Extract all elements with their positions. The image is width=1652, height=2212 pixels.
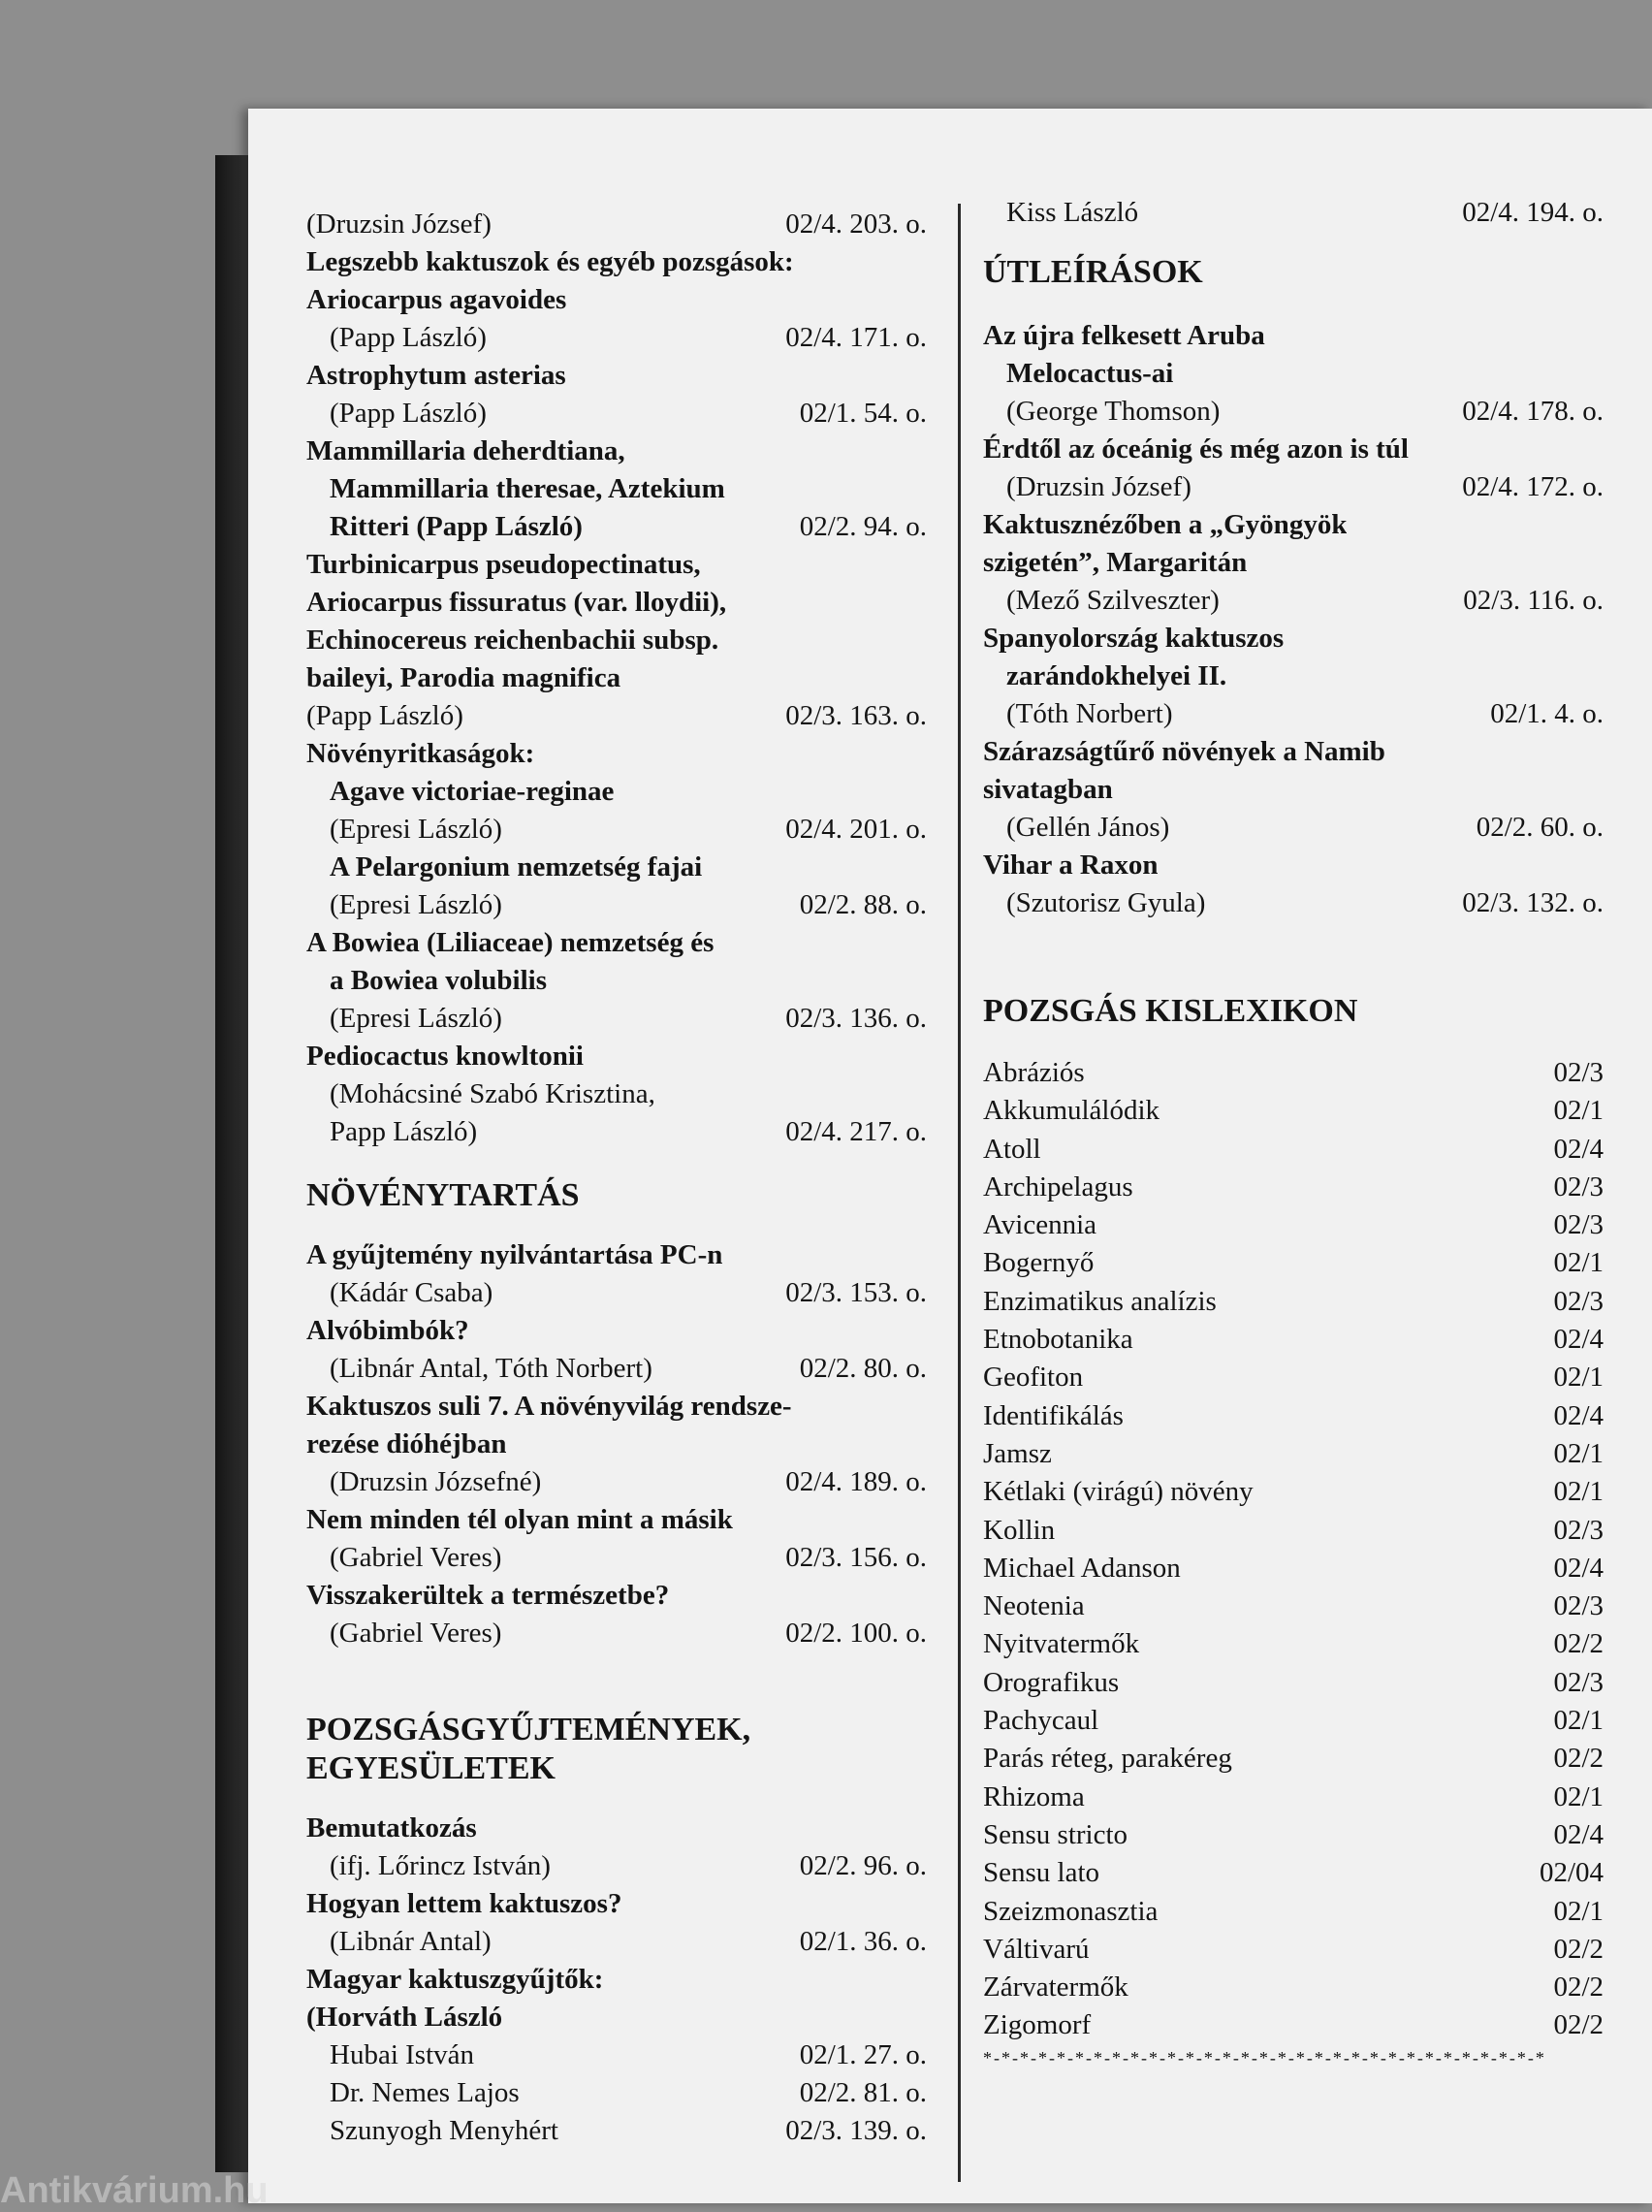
- lexicon-term: Rhizoma: [983, 1780, 1085, 1812]
- entry-text: Ritteri (Papp László): [330, 511, 583, 542]
- lexicon-ref: 02/2: [1553, 1972, 1604, 2004]
- lexicon-term: Kollin: [983, 1514, 1056, 1546]
- lexicon-term: Michael Adanson: [983, 1552, 1181, 1584]
- entry-ref: 02/2. 80. o.: [799, 1353, 927, 1384]
- entry-text: A Bowiea (Liliaceae) nemzetség és: [306, 927, 715, 958]
- entry-text: (George Thomson): [1006, 396, 1221, 427]
- entry-text: Növényritkaságok:: [306, 738, 535, 769]
- column-divider: [958, 204, 961, 2182]
- entry-ref: 02/1. 27. o.: [799, 2039, 927, 2070]
- lexicon-item: [983, 1702, 1604, 1740]
- lexicon-item: [983, 1931, 1604, 1969]
- section-heading-travel: ÚTLEÍRÁSOK: [983, 254, 1203, 290]
- lexicon-item: [983, 1397, 1604, 1435]
- lexicon-ref: 02/4: [1553, 1818, 1604, 1850]
- entry-ref: 02/4. 217. o.: [785, 1116, 927, 1147]
- index-line: [306, 1577, 927, 1615]
- lexicon-term: Geofiton: [983, 1362, 1084, 1394]
- lexicon-item: [983, 1359, 1604, 1396]
- index-line: [306, 1075, 927, 1113]
- entry-text: Legszebb kaktuszok és egyéb pozsgások:: [306, 246, 794, 277]
- entry-text: A gyűjtemény nyilvántartása PC-n: [306, 1239, 723, 1270]
- lexicon-term: Identifikálás: [983, 1399, 1124, 1431]
- entry-ref: 02/2. 60. o.: [1476, 812, 1604, 843]
- index-line: [306, 1426, 927, 1463]
- lexicon-item: [983, 1893, 1604, 1931]
- lexicon-term: Parás réteg, parakéreg: [983, 1743, 1232, 1775]
- lexicon-term: Atoll: [983, 1133, 1041, 1165]
- lexicon-list: [983, 1054, 1604, 2045]
- index-line: [306, 1000, 927, 1038]
- entry-text: (Druzsin József): [306, 208, 492, 240]
- lexicon-term: Zárvatermők: [983, 1972, 1128, 2004]
- index-line: [306, 470, 927, 508]
- index-line: [306, 1999, 927, 2036]
- lexicon-ref: 02/3: [1553, 1209, 1604, 1241]
- index-line: [306, 2074, 927, 2112]
- entry-text: (Mező Szilveszter): [1006, 585, 1220, 616]
- index-line: [306, 924, 927, 962]
- lexicon-term: Sensu stricto: [983, 1818, 1128, 1850]
- right-column: [983, 194, 1604, 2070]
- lexicon-term: Jamsz: [983, 1437, 1052, 1469]
- index-line: [306, 1388, 927, 1426]
- index-line: [306, 1236, 927, 1274]
- entry-text: Visszakerültek a természetbe?: [306, 1580, 670, 1611]
- travel-line: [983, 884, 1604, 922]
- entry-text: Kaktuszos suli 7. A növényvilág rendsze-: [306, 1391, 792, 1422]
- entry-ref: 02/4. 203. o.: [785, 208, 927, 240]
- lexicon-item: [983, 1779, 1604, 1816]
- entry-text: Szunyogh Menyhért: [330, 2115, 558, 2146]
- index-line: [306, 1539, 927, 1577]
- travel-line: [983, 431, 1604, 468]
- lexicon-term: Kétlaki (virágú) növény: [983, 1476, 1254, 1508]
- entry-text: (Gabriel Veres): [330, 1542, 502, 1573]
- lexicon-ref: 02/1: [1553, 1780, 1604, 1812]
- lexicon-ref: 02/3: [1553, 1590, 1604, 1622]
- entry-text: Ariocarpus agavoides: [306, 284, 567, 315]
- travel-line: [983, 506, 1604, 544]
- entry-ref: 02/3. 153. o.: [785, 1277, 927, 1308]
- travel-line: [983, 355, 1604, 393]
- entry-text: (Druzsin József): [1006, 471, 1191, 502]
- entry-text: (Druzsin Józsefné): [330, 1466, 542, 1497]
- entry-text: (Szutorisz Gyula): [1006, 887, 1206, 918]
- entry-ref: 02/2. 96. o.: [799, 1850, 927, 1881]
- lexicon-item: [983, 1512, 1604, 1550]
- entry-text: Spanyolország kaktuszos: [983, 623, 1285, 654]
- entry-text: Alvóbimbók?: [306, 1315, 469, 1346]
- star-separator: *-*-*-*-*-*-*-*-*-*-*-*-*-*-*-*-*-*-*-*-*-*-*-*-*-*-*-*-*-*-*: [983, 2047, 1546, 2068]
- entry-ref: 02/1. 54. o.: [799, 398, 927, 429]
- lexicon-ref: 02/2: [1553, 1628, 1604, 1660]
- lexicon-ref: 02/1: [1553, 1247, 1604, 1279]
- lexicon-item: [983, 1283, 1604, 1321]
- entry-text: Turbinicarpus pseudopectinatus,: [306, 549, 701, 580]
- watermark: Antikvárium.hu: [0, 2170, 269, 2211]
- entry-ref: 02/1. 36. o.: [799, 1926, 927, 1957]
- index-line: [306, 886, 927, 924]
- top-entry: [983, 194, 1604, 232]
- lexicon-item: [983, 1587, 1604, 1625]
- entry-text: (Papp László): [330, 398, 487, 429]
- index-line: [306, 1501, 927, 1539]
- entry-text: (Libnár Antal, Tóth Norbert): [330, 1353, 652, 1384]
- lexicon-term: Enzimatikus analízis: [983, 1285, 1217, 1317]
- index-line: [306, 433, 927, 470]
- entry-text: sivatagban: [983, 774, 1113, 805]
- lexicon-item: [983, 1816, 1604, 1854]
- travel-line: [983, 771, 1604, 809]
- entry-text: Az újra felkesett Aruba: [983, 320, 1265, 351]
- lexicon-ref: 02/3: [1553, 1666, 1604, 1698]
- entry-text: (Gellén János): [1006, 812, 1170, 843]
- lexicon-item: [983, 1664, 1604, 1702]
- entry-text: Echinocereus reichenbachii subsp.: [306, 625, 719, 656]
- left-column: [306, 206, 927, 2150]
- entry-text: baileyi, Parodia magnifica: [306, 662, 621, 693]
- entry-ref: 02/1. 4. o.: [1490, 698, 1604, 729]
- index-line: [306, 622, 927, 659]
- index-line: [306, 584, 927, 622]
- section-heading: POZSGÁSGYŰJTEMÉNYEK,: [306, 1712, 751, 1747]
- lexicon-term: Nyitvatermők: [983, 1628, 1140, 1660]
- index-line: [306, 962, 927, 1000]
- index-line: [306, 395, 927, 433]
- entry-ref: 02/2. 81. o.: [799, 2077, 927, 2108]
- lexicon-item: [983, 1244, 1604, 1282]
- index-line: [306, 735, 927, 773]
- lexicon-item: [983, 1435, 1604, 1473]
- lexicon-term: Avicennia: [983, 1209, 1097, 1241]
- index-line: [306, 1615, 927, 1652]
- entry-text: Mammillaria deherdtiana,: [306, 435, 625, 466]
- entry-text: rezése dióhéjban: [306, 1428, 507, 1459]
- lexicon-ref: 02/3: [1553, 1057, 1604, 1088]
- index-line: [306, 697, 927, 735]
- section-heading: EGYESÜLETEK: [306, 1750, 556, 1786]
- travel-line: [983, 317, 1604, 355]
- travel-line: [983, 468, 1604, 506]
- entry-text: zarándokhelyei II.: [1006, 660, 1227, 691]
- travel-list: [983, 317, 1604, 922]
- entry-text: Melocactus-ai: [1006, 358, 1174, 389]
- lexicon-item: [983, 1854, 1604, 1892]
- entry-text: (Papp László): [306, 700, 463, 731]
- travel-line: [983, 620, 1604, 657]
- travel-line: [983, 809, 1604, 847]
- index-line: [306, 281, 927, 319]
- lexicon-term: Sensu lato: [983, 1857, 1100, 1889]
- entry-text: Szárazságtűrő növények a Namib: [983, 736, 1385, 767]
- entry-ref: 02/3. 163. o.: [785, 700, 927, 731]
- lexicon-item: [983, 1206, 1604, 1244]
- lexicon-term: Szeizmonasztia: [983, 1895, 1159, 1927]
- entry-ref: 02/3. 156. o.: [785, 1542, 927, 1573]
- lexicon-ref: 02/2: [1553, 1933, 1604, 1965]
- entry-ref: 02/4. 172. o.: [1462, 471, 1604, 502]
- lexicon-item: [983, 1740, 1604, 1778]
- entry-text: (Mohácsiné Szabó Krisztina,: [330, 1078, 655, 1109]
- index-line: [306, 1885, 927, 1923]
- lexicon-ref: 02/1: [1553, 1362, 1604, 1394]
- index-line: [306, 546, 927, 584]
- entry-text: Papp László): [330, 1116, 478, 1147]
- lexicon-ref: 02/1: [1553, 1476, 1604, 1508]
- lexicon-ref: 02/3: [1553, 1170, 1604, 1202]
- entry-text: Kiss László: [1006, 197, 1139, 228]
- travel-line: [983, 544, 1604, 582]
- lexicon-item: [983, 1550, 1604, 1587]
- entry-text: (Epresi László): [330, 889, 502, 920]
- entry-text: (Horváth László: [306, 2002, 503, 2033]
- lexicon-term: Abráziós: [983, 1057, 1085, 1088]
- lexicon-item: [983, 1969, 1604, 2006]
- lexicon-ref: 02/4: [1553, 1133, 1604, 1165]
- lexicon-item: [983, 1054, 1604, 1092]
- entry-ref: 02/4. 201. o.: [785, 814, 927, 845]
- entry-text: Mammillaria theresae, Aztekium: [330, 473, 725, 504]
- lexicon-ref: 02/1: [1553, 1705, 1604, 1737]
- entry-ref: 02/3. 132. o.: [1462, 887, 1604, 918]
- lexicon-item: [983, 1625, 1604, 1663]
- lexicon-ref: 02/1: [1553, 1437, 1604, 1469]
- entry-ref: 02/4. 189. o.: [785, 1466, 927, 1497]
- lexicon-term: Bogernyő: [983, 1247, 1095, 1279]
- lexicon-term: Archipelagus: [983, 1170, 1133, 1202]
- lexicon-ref: 02/1: [1553, 1895, 1604, 1927]
- entry-text: (Papp László): [330, 322, 487, 353]
- index-line: [306, 2036, 927, 2074]
- entry-text: Vihar a Raxon: [983, 850, 1159, 881]
- entry-text: (Kádár Csaba): [330, 1277, 493, 1308]
- lexicon-term: Akkumulálódik: [983, 1095, 1160, 1127]
- entry-ref: 02/2. 88. o.: [799, 889, 927, 920]
- lexicon-ref: 02/3: [1553, 1285, 1604, 1317]
- section-heading-lexicon: POZSGÁS KISLEXIKON: [983, 993, 1358, 1029]
- index-line: [306, 1312, 927, 1350]
- lexicon-term: Pachycaul: [983, 1705, 1099, 1737]
- index-line: [306, 243, 927, 281]
- entry-ref: 02/4. 171. o.: [785, 322, 927, 353]
- entry-text: Hogyan lettem kaktuszos?: [306, 1888, 622, 1919]
- travel-line: [983, 847, 1604, 884]
- entry-text: (Epresi László): [330, 1003, 502, 1034]
- lexicon-item: [983, 1321, 1604, 1359]
- entry-text: Dr. Nemes Lajos: [330, 2077, 520, 2108]
- entry-text: Hubai István: [330, 2039, 474, 2070]
- lexicon-term: Váltivarú: [983, 1933, 1090, 1965]
- entry-text: szigetén”, Margaritán: [983, 547, 1248, 578]
- section-heading: NÖVÉNYTARTÁS: [306, 1177, 580, 1213]
- entry-text: (Libnár Antal): [330, 1926, 492, 1957]
- index-line: [306, 1923, 927, 1961]
- entry-text: (Epresi László): [330, 814, 502, 845]
- entry-text: Pediocactus knowltonii: [306, 1041, 584, 1072]
- entry-text: Nem minden tél olyan mint a másik: [306, 1504, 733, 1535]
- entry-text: Astrophytum asterias: [306, 360, 566, 391]
- entry-text: Ariocarpus fissuratus (var. lloydii),: [306, 587, 727, 618]
- index-line: [306, 1113, 927, 1151]
- index-line: [306, 2112, 927, 2150]
- entry-text: Magyar kaktuszgyűjtők:: [306, 1964, 604, 1995]
- lexicon-ref: 02/1: [1553, 1095, 1604, 1127]
- lexicon-term: Orografikus: [983, 1666, 1120, 1698]
- index-line: [306, 1038, 927, 1075]
- entry-ref: 02/3. 136. o.: [785, 1003, 927, 1034]
- index-line: [306, 659, 927, 697]
- lexicon-ref: 02/4: [1553, 1399, 1604, 1431]
- lexicon-item: [983, 1131, 1604, 1169]
- entry-text: Bemutatkozás: [306, 1812, 477, 1843]
- lexicon-ref: 02/2: [1553, 1743, 1604, 1775]
- entry-text: Érdtől az óceánig és még azon is túl: [983, 433, 1409, 465]
- lexicon-ref: 02/04: [1539, 1857, 1604, 1889]
- entry-text: a Bowiea volubilis: [330, 965, 547, 996]
- lexicon-item: [983, 1092, 1604, 1130]
- lexicon-ref: 02/2: [1553, 2009, 1604, 2041]
- index-line: [306, 773, 927, 811]
- lexicon-item: [983, 1169, 1604, 1206]
- index-line: [306, 849, 927, 886]
- index-line: [306, 811, 927, 849]
- lexicon-term: Etnobotanika: [983, 1324, 1133, 1356]
- entry-ref: 02/2. 100. o.: [785, 1618, 927, 1649]
- entry-text: (Tóth Norbert): [1006, 698, 1173, 729]
- travel-line: [983, 733, 1604, 771]
- travel-line: [983, 582, 1604, 620]
- lexicon-term: Neotenia: [983, 1590, 1085, 1622]
- index-line: [306, 1810, 927, 1847]
- lexicon-ref: 02/3: [1553, 1514, 1604, 1546]
- entry-text: Agave victoriae-reginae: [330, 776, 615, 807]
- index-line: [306, 1847, 927, 1885]
- index-line: [306, 206, 927, 243]
- lexicon-ref: 02/4: [1553, 1324, 1604, 1356]
- entry-ref: 02/4. 194. o.: [1462, 197, 1604, 228]
- entry-ref: 02/3. 116. o.: [1463, 585, 1604, 616]
- index-line: [306, 1274, 927, 1312]
- lexicon-item: [983, 2006, 1604, 2044]
- lexicon-item: [983, 1473, 1604, 1511]
- index-line: [306, 508, 927, 546]
- index-line: [306, 1961, 927, 1999]
- lexicon-ref: 02/4: [1553, 1552, 1604, 1584]
- index-line: [306, 319, 927, 357]
- entry-text: Kaktusznézőben a „Gyöngyök: [983, 509, 1348, 540]
- entry-ref: 02/4. 178. o.: [1462, 396, 1604, 427]
- entry-text: A Pelargonium nemzetség fajai: [330, 851, 703, 882]
- index-line: [306, 1350, 927, 1388]
- index-line: [306, 357, 927, 395]
- lexicon-term: Zigomorf: [983, 2009, 1092, 2041]
- entry-ref: 02/3. 139. o.: [785, 2115, 927, 2146]
- travel-line: [983, 393, 1604, 431]
- entry-text: (Gabriel Veres): [330, 1618, 502, 1649]
- index-line: [306, 1463, 927, 1501]
- travel-line: [983, 657, 1604, 695]
- travel-line: [983, 695, 1604, 733]
- entry-ref: 02/2. 94. o.: [799, 511, 927, 542]
- entry-text: (ifj. Lőrincz István): [330, 1850, 551, 1881]
